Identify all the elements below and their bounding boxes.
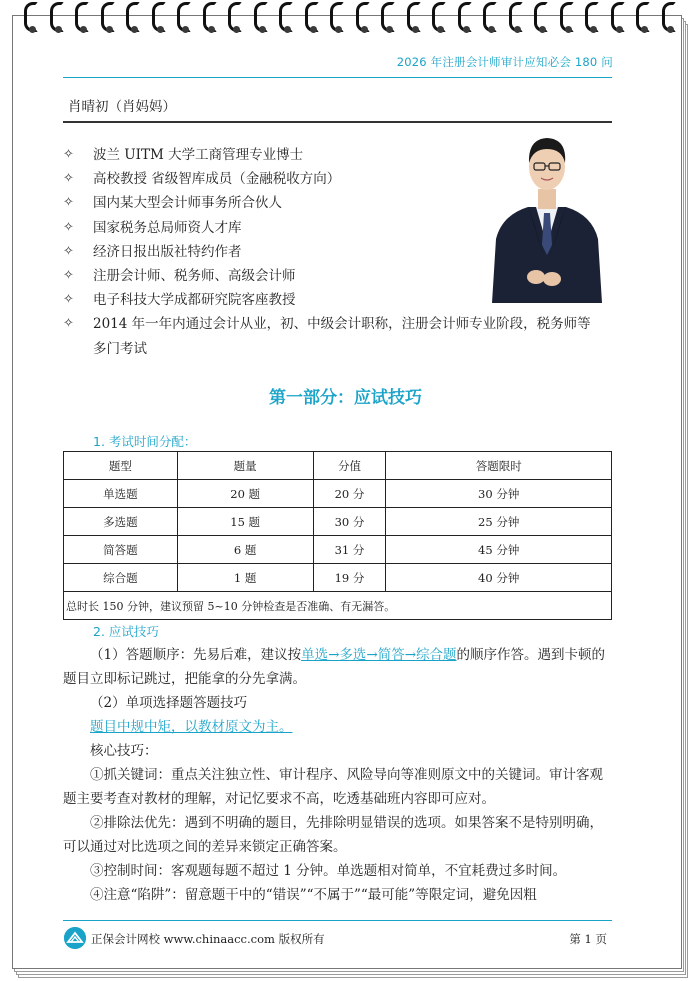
answer-order-link[interactable]: 单选→多选→简答→综合题: [301, 647, 457, 663]
spiral-ring-icon: [483, 2, 500, 38]
bio-item: ✧ 注册会计师、税务师、高级会计师: [63, 264, 623, 288]
spiral-ring-icon: [254, 2, 271, 38]
table-cell: 20 分: [313, 480, 386, 508]
bio-item: ✧ 国内某大型会计师事务所合伙人: [63, 191, 623, 215]
spiral-ring-icon: [509, 2, 526, 38]
spiral-ring-icon: [560, 2, 577, 38]
table-cell: 简答题: [64, 536, 178, 564]
subheading-time-allocation: 1. 考试时间分配：: [93, 434, 197, 449]
table-cell: 25 分钟: [386, 508, 612, 536]
paragraph-single-choice-title: （2）单项选择题答题技巧: [90, 695, 248, 711]
bio-item: ✧ 电子科技大学成都研究院客座教授: [63, 288, 623, 312]
spiral-ring-icon: [534, 2, 551, 38]
author-photo: [488, 127, 606, 303]
table-cell: 15 题: [177, 508, 313, 536]
table-row: [64, 536, 612, 564]
bio-item: ✧ 2014 年一年内通过会计从业，初、中级会计职称，注册会计师专业阶段，税务师等多门考试: [63, 312, 603, 360]
paragraph-tip-traps: ④注意“陷阱”：留意题干中的“错误”“不属于”“最可能”等限定词，避免因粗: [90, 887, 537, 903]
spiral-ring-icon: [381, 2, 398, 38]
diamond-bullet-icon: ✧: [63, 195, 74, 211]
table-header-row: [64, 452, 612, 480]
spiral-ring-icon: [203, 2, 220, 38]
table-header-cell: 分值: [313, 452, 386, 480]
diamond-bullet-icon: ✧: [63, 292, 74, 308]
spiral-ring-icon: [585, 2, 602, 38]
name-divider: [63, 121, 612, 123]
paragraph-textbook-note: [90, 715, 641, 739]
table-cell: 30 分: [313, 508, 386, 536]
subheading-exam-tips: 2. 应试技巧: [93, 624, 159, 639]
spiral-ring-icon: [50, 2, 67, 38]
paragraph-answer-order: （1）答题顺序：先易后难，建议按单选→多选→简答→综合题的顺序作答。遇到卡顿的题目立即标记跳过，把能拿的分先拿满。: [63, 647, 606, 687]
spiral-ring-icon: [228, 2, 245, 38]
section-title: 第一部分：应试技巧: [269, 388, 422, 408]
table-cell: 多选题: [64, 508, 178, 536]
footer-copyright: 正保会计网校 www.chinaacc.com 版权所有: [91, 932, 325, 946]
document-header-title: 2026 年注册会计师审计应知必会 180 问: [396, 55, 613, 69]
spiral-ring-icon: [305, 2, 322, 38]
spiral-ring-icon: [407, 2, 424, 38]
spiral-ring-icon: [636, 2, 653, 38]
spiral-ring-icon: [458, 2, 475, 38]
bio-item: ✧ 高校教授 省级智库成员（金融税收方向）: [63, 167, 623, 191]
table-note-row: [64, 592, 612, 620]
table-row: [64, 508, 612, 536]
spiral-ring-icon: [177, 2, 194, 38]
table-cell: 单选题: [64, 480, 178, 508]
textbook-note-link[interactable]: 题目中规中矩，以教材原文为主。: [90, 719, 293, 735]
bio-item: ✧ 波兰 UITM 大学工商管理专业博士: [63, 143, 623, 167]
diamond-bullet-icon: ✧: [63, 268, 74, 284]
bio-item: ✧ 经济日报出版社特约作者: [63, 240, 623, 264]
table-row: [64, 564, 612, 592]
table-cell: 1 题: [177, 564, 313, 592]
paragraph-tip-keywords: ①抓关键词：重点关注独立性、审计程序、风险导向等准则原文中的关键词。审计客观题主要考查对教材的理解，对记忆要求不高，吃透基础班内容即可应对。: [63, 767, 603, 807]
spiral-ring-icon: [330, 2, 347, 38]
page-number: 第 1 页: [569, 932, 607, 946]
spiral-ring-icon: [101, 2, 118, 38]
paragraph-tip-time: ③控制时间：客观题每题不超过 1 分钟。单选题相对简单，不宜耗费过多时间。: [90, 863, 567, 879]
diamond-bullet-icon: ✧: [63, 219, 74, 235]
spiral-ring-icon: [432, 2, 449, 38]
table-header-cell: 题量: [177, 452, 313, 480]
spiral-ring-icon: [24, 2, 41, 38]
header-divider: [63, 77, 612, 78]
table-cell: 综合题: [64, 564, 178, 592]
spiral-ring-icon: [356, 2, 373, 38]
paragraph-core-tips-label: 核心技巧：: [90, 743, 158, 759]
table-cell: 30 分钟: [386, 480, 612, 508]
table-cell: 31 分: [313, 536, 386, 564]
spiral-binding: [0, 0, 691, 40]
table-cell: 40 分钟: [386, 564, 612, 592]
table-header-cell: 答题限时: [386, 452, 612, 480]
table-cell: 19 分: [313, 564, 386, 592]
exam-time-table: [63, 451, 612, 620]
spiral-ring-icon: [126, 2, 143, 38]
diamond-bullet-icon: ✧: [63, 316, 74, 332]
spiral-ring-icon: [662, 2, 679, 38]
author-name: 肖晴初（肖妈妈）: [68, 99, 176, 115]
table-cell: 6 题: [177, 536, 313, 564]
table-note: 总时长 150 分钟，建议预留 5~10 分钟检查是否准确、有无漏答。: [64, 592, 612, 620]
spiral-ring-icon: [279, 2, 296, 38]
spiral-ring-icon: [75, 2, 92, 38]
diamond-bullet-icon: ✧: [63, 171, 74, 187]
table-row: [64, 480, 612, 508]
paragraph-tip-elimination: ②排除法优先：遇到不明确的题目，先排除明显错误的选项。如果答案不是特别明确，可以通过对比选项之间的差异来锁定正确答案。: [63, 815, 603, 855]
footer-divider: [63, 920, 612, 921]
spiral-ring-icon: [152, 2, 169, 38]
table-cell: 20 题: [177, 480, 313, 508]
table-header-cell: 题型: [64, 452, 178, 480]
bio-item: ✧ 国家税务总局师资人才库: [63, 216, 623, 240]
diamond-bullet-icon: ✧: [63, 243, 74, 259]
table-cell: 45 分钟: [386, 536, 612, 564]
diamond-bullet-icon: ✧: [63, 147, 74, 162]
spiral-ring-icon: [611, 2, 628, 38]
chinaacc-logo-icon: [64, 927, 86, 949]
